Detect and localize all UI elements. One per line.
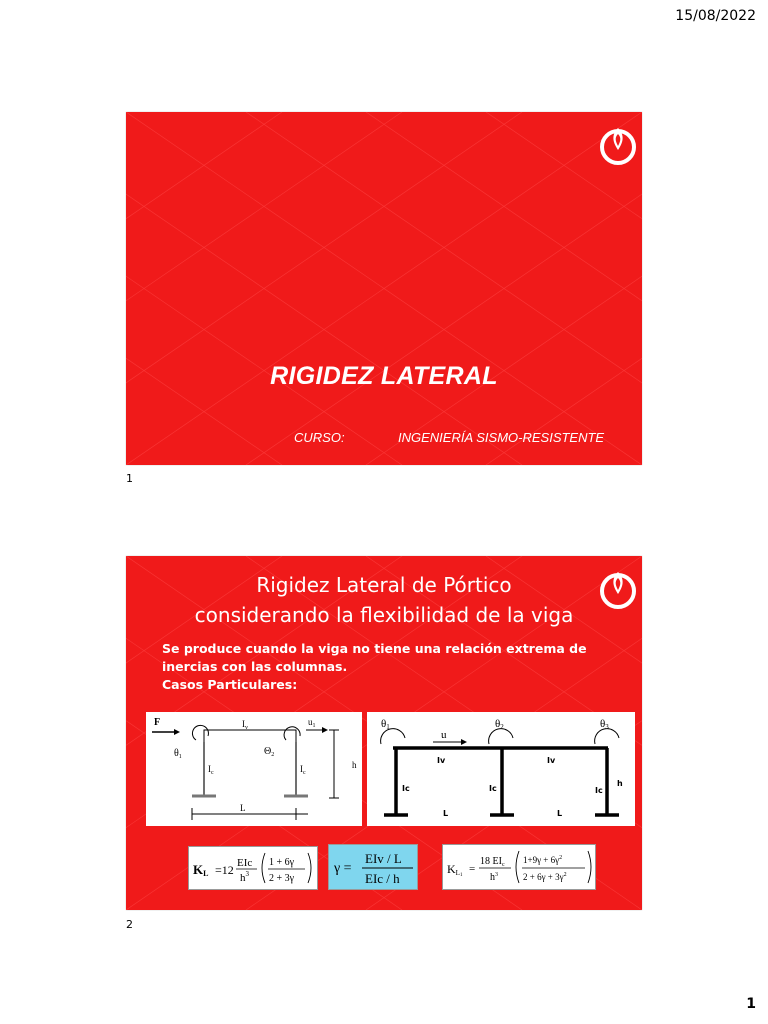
beam1-label: Iv: [437, 756, 446, 765]
svg-text:Ic: [595, 786, 603, 795]
formula3-eq: =: [469, 863, 476, 875]
svg-text:Θ2: [264, 746, 274, 758]
svg-text:EIv / L: [365, 851, 402, 866]
svg-text:Iv: [547, 756, 556, 765]
rot3-label: θ: [600, 718, 606, 730]
body-line2: inercias con las columnas.: [162, 659, 348, 674]
svg-text:θ3: [600, 718, 609, 731]
formula3-den: h: [490, 872, 495, 883]
svg-text:h: [617, 779, 623, 788]
slide-2-number: 2: [126, 918, 133, 931]
svg-text:u1: [308, 717, 316, 729]
col3-label: Ic: [595, 786, 603, 795]
svg-text:L: [557, 809, 562, 818]
beam-inertia-label: I: [242, 719, 245, 729]
rot1-label: θ: [174, 748, 179, 759]
two-bay-frame-diagram: [367, 712, 635, 826]
formula2-num: EIv / L: [365, 851, 402, 866]
svg-text:Ic: [402, 784, 410, 793]
col1-label: Ic: [402, 784, 410, 793]
formula-kl: [188, 846, 318, 890]
svg-text:Ic: [489, 784, 497, 793]
svg-text:u: [441, 729, 447, 741]
force-arrow-icon: [174, 729, 180, 735]
portal-frame-diagram: [146, 712, 362, 826]
formula3-lhs-sub: L: [455, 869, 460, 877]
length2-label: L: [557, 809, 563, 818]
formula3-inner-num-sup: 2: [559, 855, 563, 861]
svg-text:L: [240, 803, 246, 813]
slide-1: [126, 112, 642, 465]
svg-text:2 + 6γ + 3γ2: [523, 872, 567, 882]
formula1-eq: =12: [215, 863, 234, 877]
svg-text:18 EIc: [480, 856, 505, 868]
formula-gamma: [328, 844, 418, 890]
svg-text:θ2: [495, 718, 504, 731]
col2-label: I: [300, 764, 303, 774]
svg-text:EIc / h: [365, 871, 400, 886]
svg-text:F: [154, 717, 160, 728]
col1-label: I: [208, 764, 211, 774]
svg-text:2 + 3γ: [269, 873, 295, 884]
page-number: 1: [746, 996, 756, 1012]
svg-text:L: [443, 809, 448, 818]
beam-inertia-sub: v: [245, 725, 248, 731]
displacement-arrow-icon: [461, 739, 467, 745]
formula1-lhs-sub: L: [203, 869, 209, 878]
slide-1-title: RIGIDEZ LATERAL: [270, 362, 498, 390]
length1-label: L: [443, 809, 449, 818]
formula3-den-sup: 3: [495, 872, 498, 878]
rot1-sub: 1: [386, 723, 390, 731]
course-value: INGENIERÍA SISMO-RESISTENTE: [398, 430, 605, 445]
body-line3: Casos Particulares:: [162, 677, 298, 692]
svg-text:1+9γ + 6γ2: [523, 855, 562, 865]
formula1-inner-num: 1 + 6γ: [269, 857, 295, 868]
disp-label: u: [441, 729, 447, 741]
rot3-sub: 3: [605, 723, 609, 731]
rot2-label: θ: [495, 718, 501, 730]
svg-text:1 + 6γ: [269, 857, 295, 868]
slide-2-body: [162, 640, 602, 694]
background-pattern: [126, 112, 642, 465]
slide-2-title-line2: considerando la flexibilidad de la viga: [194, 603, 574, 627]
svg-text:KL: [193, 862, 208, 878]
svg-text:Ic: [208, 764, 214, 776]
university-logo-icon: [596, 124, 640, 168]
length-label: L: [240, 803, 246, 813]
beam2-label: Iv: [547, 756, 556, 765]
svg-text:θ1: [174, 748, 182, 760]
disp-sub: 1: [312, 723, 316, 729]
height-label: h: [617, 779, 623, 788]
header-date: 15/08/2022: [675, 8, 756, 24]
formula3-inner-den: 2 + 6γ + 3γ: [523, 872, 564, 882]
course-label: CURSO:: [294, 430, 345, 445]
body-line1: Se produce cuando la viga no tiene una relación extrema de: [162, 641, 587, 656]
formula1-num: EIc: [237, 857, 253, 869]
displacement-arrow-icon: [322, 727, 328, 733]
svg-text:θ1: [381, 718, 390, 731]
slide-1-number: 1: [126, 472, 133, 485]
slide-2-title: [126, 570, 642, 630]
col2-sub: c: [303, 770, 306, 776]
svg-text:KL1: [447, 862, 463, 878]
formula1-lhs: K: [193, 862, 204, 877]
col2-label: Ic: [489, 784, 497, 793]
formula3-num-sub: c: [501, 862, 505, 868]
rot2-sub: 2: [500, 723, 504, 731]
formula1-den: h: [240, 872, 246, 884]
force-label: F: [154, 717, 161, 728]
rot2-label: Θ: [264, 746, 272, 757]
frame-top: [204, 730, 296, 742]
formula1-den-sup: 3: [245, 870, 249, 878]
formula2-lhs: γ =: [334, 861, 352, 876]
svg-text:Iv: [242, 719, 248, 731]
height-label: h: [352, 760, 357, 770]
slide-2-title-line1: Rigidez Lateral de Pórtico: [256, 573, 512, 597]
svg-text:=12: [215, 863, 234, 877]
formula-kl1: [442, 844, 596, 890]
svg-text:h: [352, 760, 357, 770]
rot2-sub: 2: [271, 752, 275, 758]
rot1-sub: 1: [178, 754, 182, 760]
formula3-inner-den-sup: 2: [563, 872, 567, 878]
slide-2: [126, 556, 642, 910]
formula3-lhs-sub2: 1: [459, 873, 463, 878]
svg-text:=: [469, 863, 475, 875]
disp-label: u: [308, 717, 313, 727]
svg-text:Ic: [300, 764, 306, 776]
formula2-den: EIc / h: [365, 871, 400, 886]
formula3-num: 18 EI: [480, 856, 502, 867]
course-info: [294, 430, 605, 445]
svg-text:γ =: [333, 861, 352, 876]
col1-sub: c: [211, 770, 214, 776]
svg-text:h3: [490, 872, 498, 883]
svg-text:h3: [240, 870, 250, 884]
formula3-lhs: K: [447, 862, 456, 876]
rot1-label: θ: [381, 718, 387, 730]
svg-text:EIc: [237, 857, 252, 869]
svg-text:Iv: [437, 756, 446, 765]
formula3-inner-num: 1+9γ + 6γ: [523, 855, 560, 865]
formula1-inner-den: 2 + 3γ: [269, 873, 295, 884]
